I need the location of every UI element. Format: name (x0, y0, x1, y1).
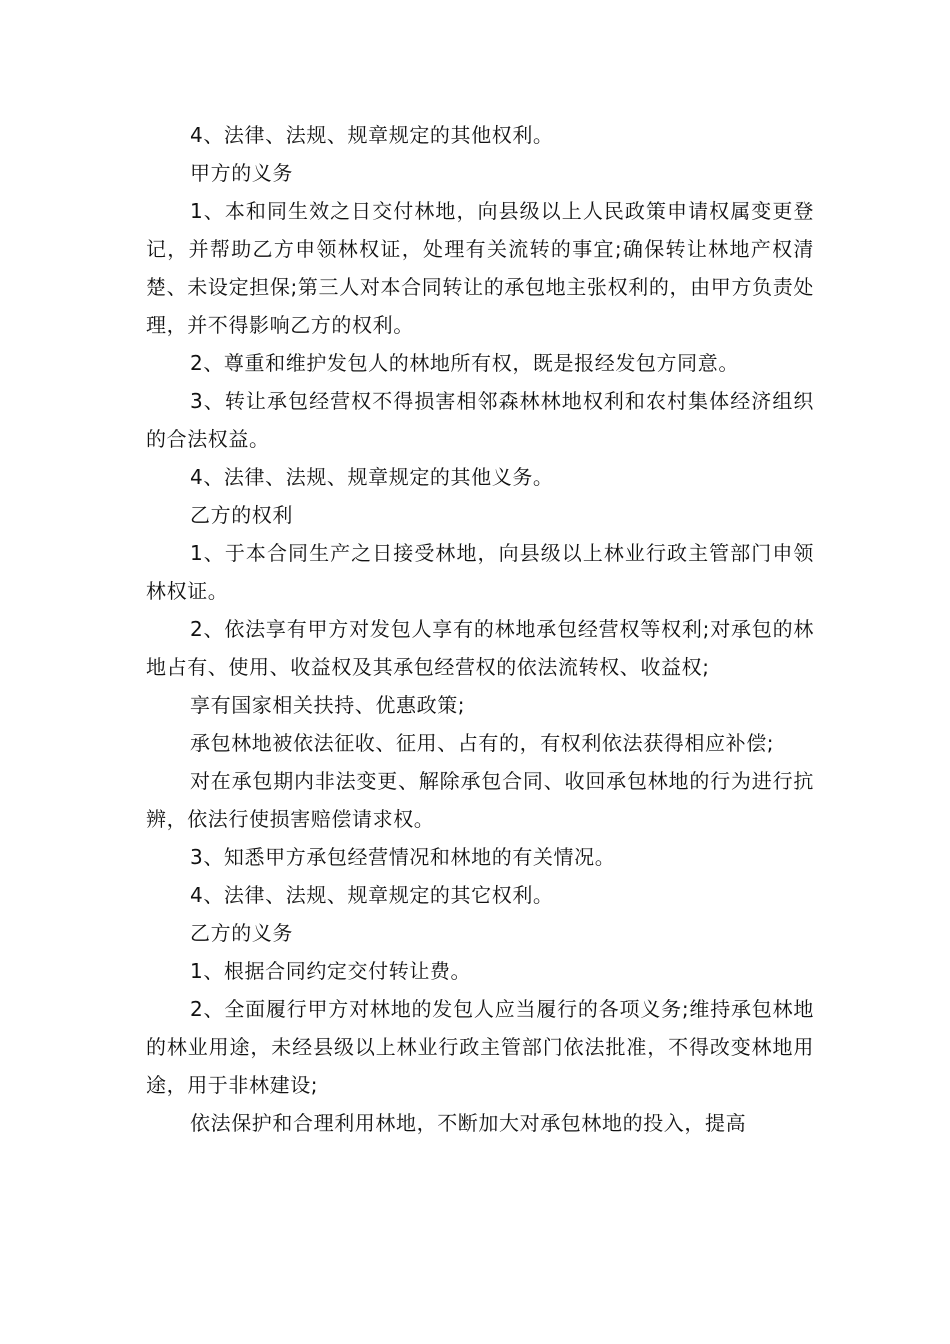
paragraph-party-b-obligation-protect: 依法保护和合理利用林地，不断加大对承包林地的投入，提高 (190, 1111, 747, 1135)
heading-party-b-obligations: 乙方的义务 (190, 921, 293, 945)
paragraph-party-b-right-2: 2、依法享有甲方对发包人享有的林地承包经营权等权利;对承包的林地占有、使用、收益权及其承包经营权的依法流转权、收益权; (146, 617, 814, 679)
paragraph-party-b-right-1: 1、于本合同生产之日接受林地，向县级以上林业行政主管部门申领林权证。 (146, 541, 814, 603)
paragraph-party-a-obligation-3: 3、转让承包经营权不得损害相邻森林林地权利和农村集体经济组织的合法权益。 (146, 389, 814, 451)
paragraph-party-a-obligation-2: 2、尊重和维护发包人的林地所有权，既是报经发包方同意。 (190, 351, 739, 375)
paragraph-party-a-obligation-4: 4、法律、法规、规章规定的其他义务。 (190, 465, 554, 489)
paragraph-party-b-right-3: 3、知悉甲方承包经营情况和林地的有关情况。 (190, 845, 616, 869)
paragraph-party-b-right-compensation: 承包林地被依法征收、征用、占有的，有权利依法获得相应补偿; (190, 731, 775, 755)
paragraph-party-b-obligation-2: 2、全面履行甲方对林地的发包人应当履行的各项义务;维持承包林地的林业用途，未经县级以上林业行政主管部门依法批准，不得改变林地用途，用于非林建设; (146, 997, 814, 1097)
heading-party-b-rights: 乙方的权利 (190, 503, 293, 527)
paragraph-party-b-right-support: 享有国家相关扶持、优惠政策; (190, 693, 466, 717)
paragraph-other-rights-1: 4、法律、法规、规章规定的其他权利。 (190, 123, 554, 147)
paragraph-party-b-right-4: 4、法律、法规、规章规定的其它权利。 (190, 883, 554, 907)
paragraph-party-b-right-defense: 对在承包期内非法变更、解除承包合同、收回承包林地的行为进行抗辨，依法行使损害赔偿请求权。 (146, 769, 814, 831)
heading-party-a-obligations: 甲方的义务 (190, 161, 293, 185)
document-body (146, 116, 814, 1142)
paragraph-party-a-obligation-1: 1、本和同生效之日交付林地，向县级以上人民政策申请权属变更登记，并帮助乙方申领林权证，处理有关流转的事宜;确保转让林地产权清楚、未设定担保;第三人对本合同转让的承包地主张权利的，由甲方负责处理，并不得影响乙方的权利。 (146, 199, 814, 337)
paragraph-party-b-obligation-1: 1、根据合同约定交付转让费。 (190, 959, 472, 983)
